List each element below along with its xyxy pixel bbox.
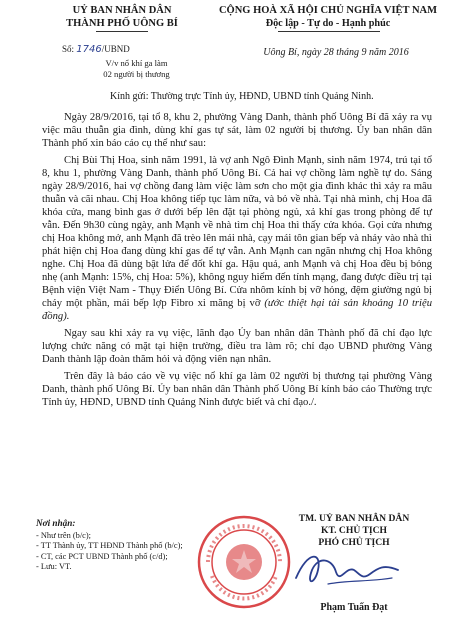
document-subject xyxy=(84,58,189,79)
paragraph-2 xyxy=(42,154,432,323)
signer-name: Phạm Tuấn Đạt xyxy=(320,602,388,613)
motto-line-2: Độc lập - Tự do - Hạnh phúc xyxy=(265,18,391,29)
recipient-item: - Như trên (b/c); xyxy=(36,530,92,540)
motto-line-1: CỘNG HOÀ XÃ HỘI CHỦ NGHĨA VIỆT NAM xyxy=(218,5,438,16)
paragraph-4: Trên đây là báo cáo về vụ việc nổ khí ga làm 02 người bị thương tại phường Vàng Danh, thành phố Uông Bí. Ủy ban nhân dân Thành phố Uông Bí kính báo cáo Thường trực Tỉnh ủy, HĐND, UBND tỉnh Quảng Ninh được biết và chỉ đạo./. xyxy=(42,371,432,408)
paragraph-2-text: Chị Bùi Thị Hoa, sinh năm 1991, là vợ anh Ngô Đình Mạnh, sinh năm 1974, trú tại tổ 8, khu 1, phường Vàng Danh, thành phố Uông Bí. Cả hai vợ chồng làm nghề tự do. Sáng ngày 28/9/2016, hai vợ chồng đang làm việc làm sơn cho một gia đình khác thì xảy ra mâu thuẫn và cãi nhau. Chị Hoa không tiếp tục làm nữa, và bỏ về nhà. Tại nhà mình, chị Hoa đã khóa cửa, mang bình gas ở dưới bếp lên đặt tại phòng ngủ, xả khí gas trong phòng để tự vẫn. Đến 9h30 cùng ngày, anh Mạnh về nhà tìm chị Hoa thì thấy cửa khóa. Gọi cửa nhưng chị Hoa không mở, anh Mạnh đã trèo lên mái nhà, cạy mái tôn gian bếp và nhảy vào nhà thì phát hiện chị Hoa đang dùng khí gas để tự vẫn. Anh Mạnh can ngăn nhưng chị Hoa không nghe. Chị Hoa đã dùng bật lửa để đốt khí ga. Hậu quả, anh Mạnh và chị Hoa đều bị bỏng nhẹ (anh Mạnh: 15%, chị Hoa: 5%), không nguy hiểm đến tính mạng, đang được điều trị tại Bệnh viện Việt Nam - Thụy Điển Uông Bí. Cửa nhôm kính bị vỡ hỏng, đệm giường ngủ bị cháy một phần, mái bếp lợp Fibro xi măng bị vỡ xyxy=(42,155,432,309)
recipient-item: - CT, các PCT UBND Thành phố (c/d); xyxy=(36,551,168,561)
doc-number-prefix: Số: xyxy=(62,44,75,54)
paragraph-1: Ngày 28/9/2016, tại tổ 8, khu 2, phường Vàng Danh, thành phố Uông Bí đã xảy ra vụ việc mâu thuẫn gia đình, dùng khí gas tự sát, làm 02 người bị thương. Ủy ban nhân dân Thành phố xin báo cáo cụ thể như sau: xyxy=(42,112,432,149)
damage-estimate: (ước thiệt hại tài sản khoảng 10 triệu đồng). xyxy=(42,298,432,322)
subject-line-1: V/v nổ khí ga làm xyxy=(105,58,168,68)
doc-number-handwritten: 1746 xyxy=(76,44,102,55)
issuing-authority xyxy=(44,4,200,30)
doc-number-suffix: /UBND xyxy=(101,44,130,54)
sign-line-1: TM. UỶ BAN NHÂN DÂN xyxy=(298,513,410,524)
paragraph-3: Ngay sau khi xảy ra vụ việc, lãnh đạo Ủy ban nhân dân Thành phố đã chỉ đạo lực lượng chức năng có mặt tại hiện trường, điều tra làm rõ; chỉ đạo UBND phường Vàng Danh thành lập đoàn thăm hỏi và động viên nạn nhân. xyxy=(42,328,432,365)
authority-line-2: THÀNH PHỐ UÔNG BÍ xyxy=(66,18,178,29)
authority-underline xyxy=(96,31,148,32)
recipient-line: Kính gửi: Thường trực Tỉnh ủy, HĐND, UBND tỉnh Quảng Ninh. xyxy=(110,91,374,102)
sign-line-2: KT. CHỦ TỊCH xyxy=(320,525,387,536)
document-number xyxy=(62,44,130,55)
recipient-item: - TT Thành ủy, TT HĐND Thành phố (b/c); xyxy=(36,541,183,550)
sign-line-3: PHÓ CHỦ TỊCH xyxy=(318,537,390,548)
handwritten-signature xyxy=(288,540,408,601)
national-motto xyxy=(208,4,448,30)
letter-body xyxy=(42,111,432,413)
authority-line-1: UỶ BAN NHÂN DÂN xyxy=(72,5,172,16)
document-date: Uông Bí, ngày 28 tháng 9 năm 2016 xyxy=(263,47,409,58)
subject-line-2: 02 người bị thương xyxy=(103,68,170,79)
motto-underline xyxy=(278,31,380,32)
recipient-item: - Lưu: VT. xyxy=(36,562,72,571)
recipients-title: Nơi nhận: xyxy=(36,518,76,528)
